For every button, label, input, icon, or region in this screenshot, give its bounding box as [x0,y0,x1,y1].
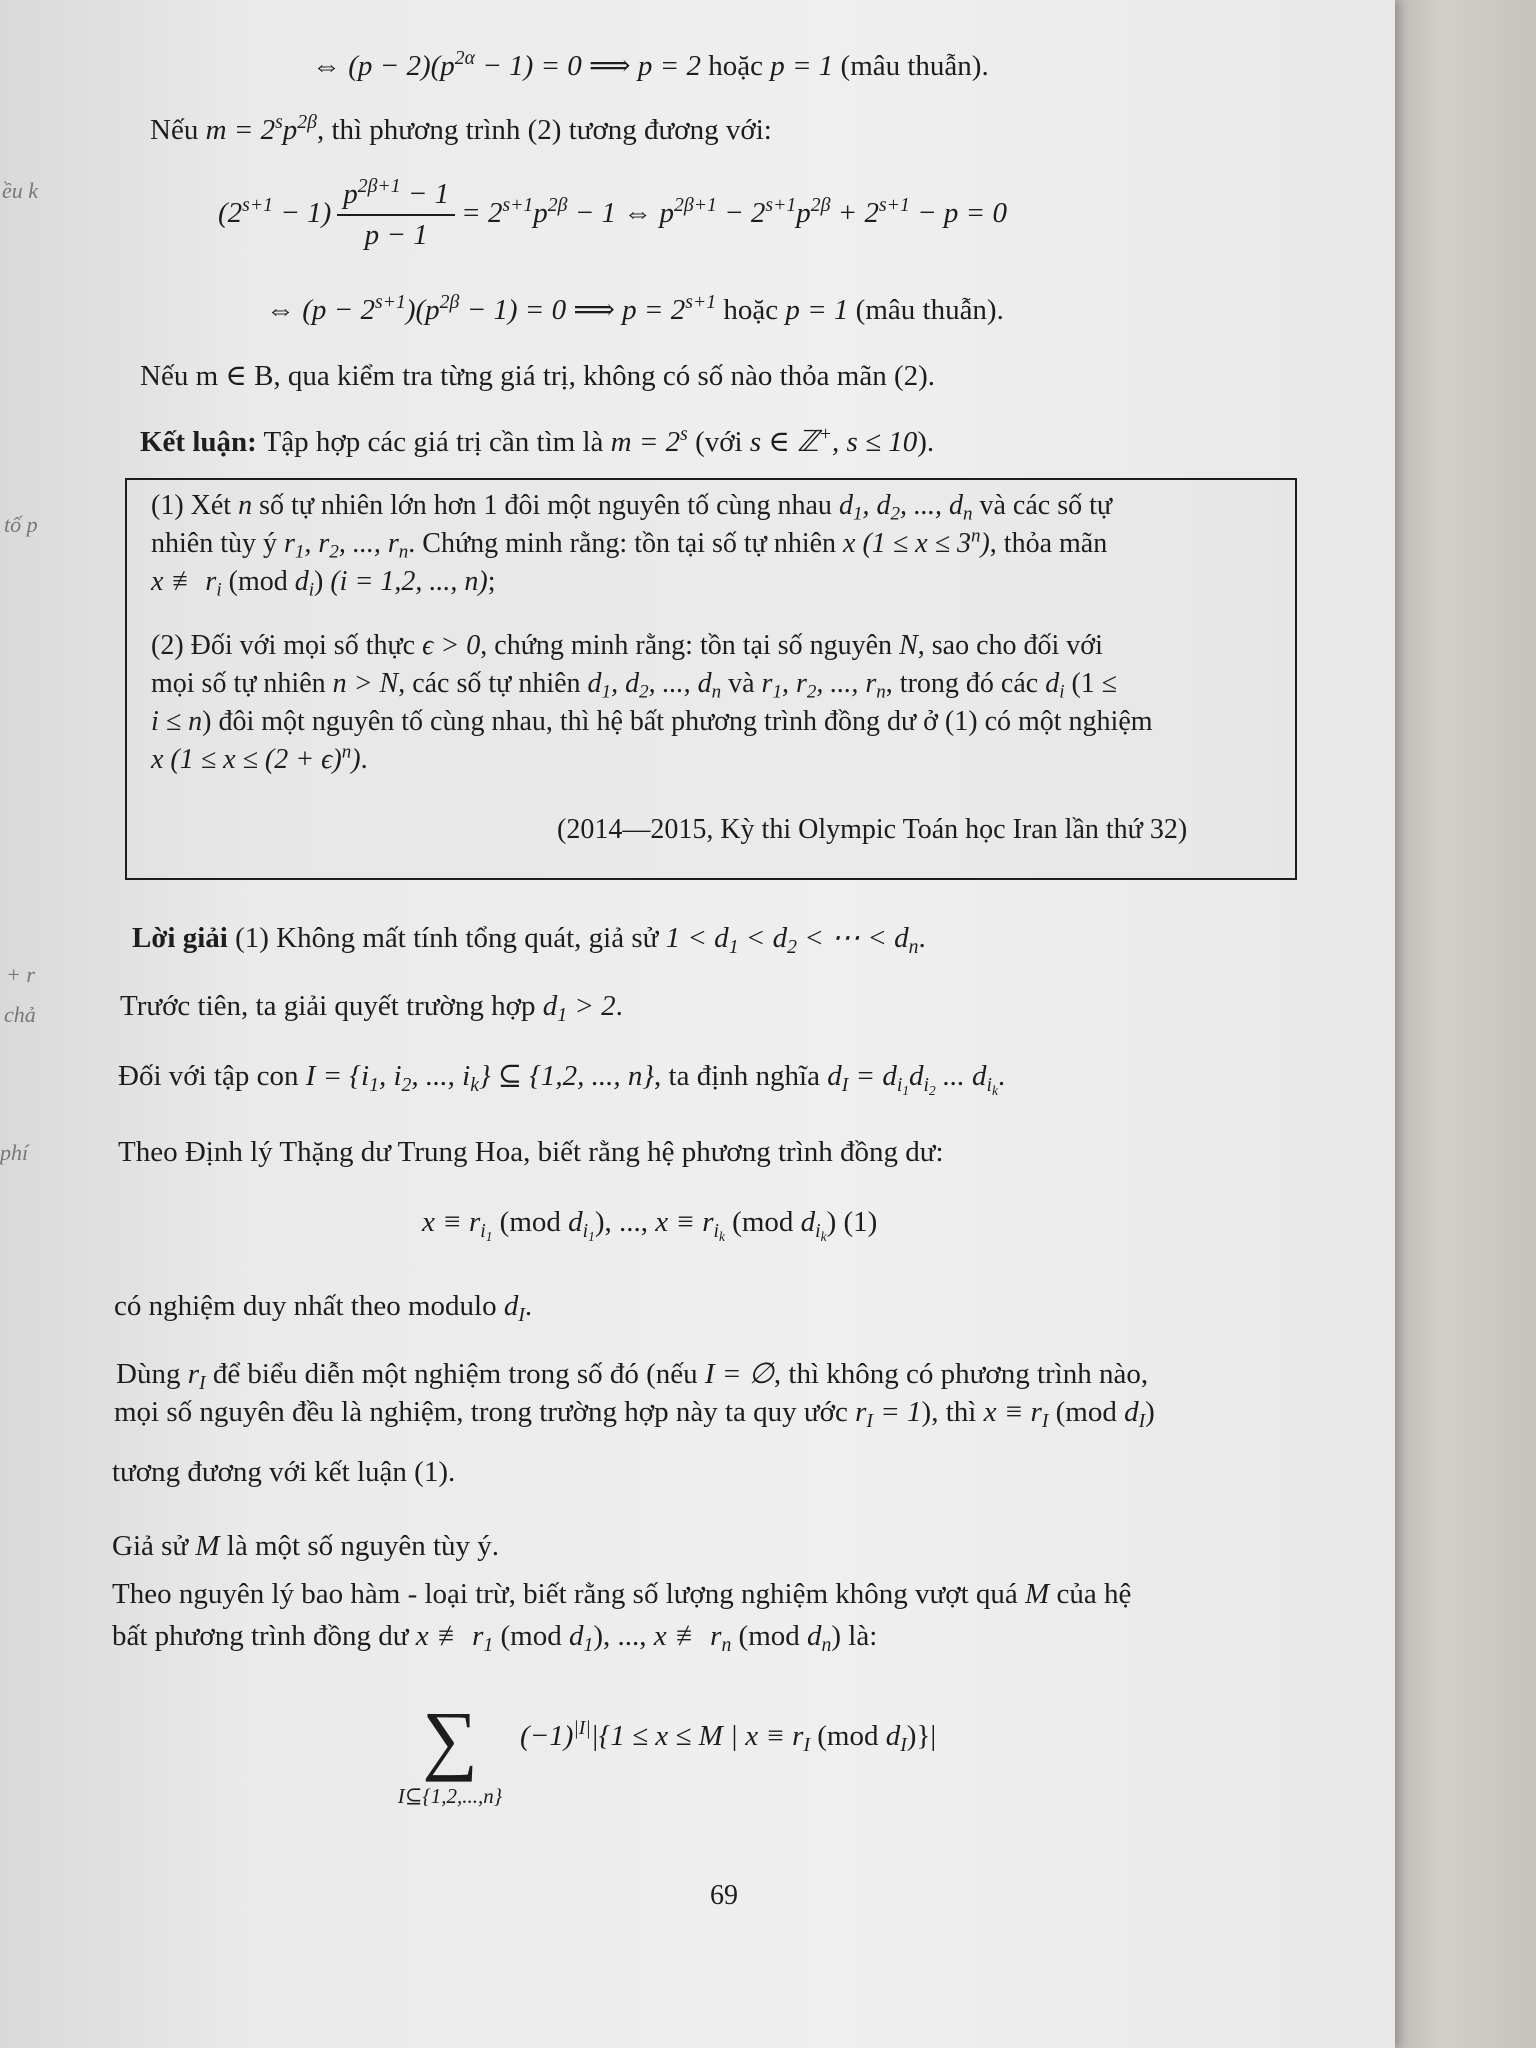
solution-label: Lời giải [132,922,228,954]
solution-p4: có nghiệm duy nhất theo modulo $d_I$. [114,1290,533,1326]
solution-p7-l1: Theo nguyên lý bao hàm - loại trừ, biết rằng số lượng nghiệm không vượt quá M của hệ [112,1578,1132,1610]
solution-p3: Theo Định lý Thặng dư Trung Hoa, biết rằng hệ phương trình đồng dư: [118,1136,944,1168]
background-surface [1380,0,1536,2048]
case-intro: Nếu $m = 2^sp^{2\beta}$, thì phương trình (2) tương đương với: [150,111,772,146]
solution-p6: Giả sử M là một số nguyên tùy ý. [112,1530,500,1562]
derivation-line-2: ⇔ $(p - 2^{s+1})(p^{2\beta} - 1) = 0$ ⟹ $p = 2^{s+1}$ hoặc p = 1 (mâu thuẫn). [266,291,1004,326]
book-page: ều k tố p + r chả phí ⇔ $(p - 2)(p^{2\alpha} - 1) = 0$ ⟹ p = 2 hoặc p = 1 (mâu thuẫn). Nếu $m = 2^sp^{2\beta}$, thì phương trình (2) tương đương với: $(2^{s+1} - 1)$ $\frac{p^{2\beta+1} - 1}{p - 1}$ = $2^{s+1}p^{2\beta} - 1$ ⇔ $p^{2\beta+1} - 2^{s+1}p^{2\beta} + 2^{s+1} - p = 0$ ⇔ $(p - 2^{s+1})(p^{2\beta} - 1) = 0$ ⟹ $p = 2^{s+1}$ hoặc p = 1 (mâu thuẫn). Nếu m ∈ B, qua kiểm tra từng giá trị, không có số nào thỏa mãn (2). Kết luận: Tập hợp các giá trị cần tìm là $m = 2^s$ (với s ∈ ℤ+, s ≤ 10). (1) Xét n số tự nhiên lớn hơn 1 đôi một nguyên tố cùng nhau $d_1$, $d_2$, ..., $d_n$ và các số tự nhiên tùy ý $r_1$, $r_2$, ..., $r_n$. Chứng minh rằng: tồn tại số tự nhiên x $(1 \le x \le 3^n)$, thỏa mãn x ≢ $r_i$ (mod $d_i$) (i = 1,2, ..., n); (2) Đối với mọi số thực ϵ > 0, chứng minh rằng: tồn tại số nguyên N, sao cho đối với mọi số tự nhiên n > N, các số tự nhiên $d_1$, $d_2$, ..., $d_n$ và $r_1$, $r_2$, ..., $r_n$, trong đó các $d_i$ (1 ≤ i ≤ n) đôi một nguyên tố cùng nhau, thì hệ bất phương trình đồng dư ở (1) có một nghiệm x $(1 \le x \le (2 + \epsilon)^n)$. (2014—2015, Kỳ thi Olympic Toán học Iran lần thứ 32) Lời giải (1) Không mất tính tổng quát, giả sử $1 < d_1 < d_2$ < ⋯ < $d_n$. Trước tiên, ta giải quyết trường hợp $d_1 > 2$. Đối với tập con $I = \{i_1$, $i_2$, ..., $i_k$} ⊆ {1,2, ..., n}, ta định nghĩa $d_I = d_{i_1}d_{i_2}$ ... $d_{i_k}$. Theo Định lý Thặng dư Trung Hoa, biết rằng hệ phương trình đồng dư: $x \equiv r_{i_1}$ (mod $d_{i_1}$), ..., $x \equiv r_{i_k}$ (mod $d_{i_k}$) (1) có nghiệm duy nhất theo modulo $d_I$. Dùng $r_I$ để biểu diễn một nghiệm trong số đó (nếu I = ∅, thì không có phương trình nào, mọi số nguyên đều là nghiệm, trong trường hợp này ta quy ước $r_I = 1$), thì $x \equiv r_I$ (mod $d_I$) tương đương với kết luận (1). Giả sử M là một số nguyên tùy ý. Theo nguyên lý bao hàm - loại trừ, biết rằng số lượng nghiệm không vượt quá M của hệ bất phương trình đồng dư x ≢ $r_1$ (mod $d_1$), ..., x ≢ $r_n$ (mod $d_n$) là: ∑ I⊆{1,2,...,n} $(-1)^{|I|}|\{1 \le x \le M$ | $x \equiv r_I$ (mod $d_I)\}|$ 69 [0,0,1395,2048]
problem-source: (2014—2015, Kỳ thi Olympic Toán học Iran lần thứ 32) [557,814,1188,845]
solution-p2: Đối với tập con $I = \{i_1$, $i_2$, ..., $i_k$} ⊆ {1,2, ..., n}, ta định nghĩa $d_I = d_{i_1}d_{i_2}$ ... $d_{i_k}$. [118,1060,1006,1098]
summation-sign: ∑ I⊆{1,2,...,n} [397,1695,503,1808]
conclusion-line: Kết luận: Tập hợp các giá trị cần tìm là $m = 2^s$ (với s ∈ ℤ+, s ≤ 10). [140,423,935,458]
solution-p5-l1: Dùng $r_I$ để biểu diễn một nghiệm trong số đó (nếu I = ∅, thì không có phương trình nào, [116,1358,1149,1394]
solution-p7-l2: bất phương trình đồng dư x ≢ $r_1$ (mod $d_1$), ..., x ≢ $r_n$ (mod $d_n$) là: [112,1620,878,1656]
congruence-system: $x \equiv r_{i_1}$ (mod $d_{i_1}$), ..., $x \equiv r_{i_k}$ (mod $d_{i_k}$) (1) [422,1206,878,1244]
page-number: 69 [710,1880,738,1911]
conclusion-label: Kết luận: [140,426,257,458]
summation-body: $(-1)^{|I|}|\{1 \le x \le M$ | $x \equiv r_I$ (mod $d_I)\}|$ [520,1717,937,1756]
derivation-line-1: ⇔ $(p - 2)(p^{2\alpha} - 1) = 0$ ⟹ p = 2 hoặc p = 1 (mâu thuẫn). [312,47,989,82]
solution-p5-l2: mọi số nguyên đều là nghiệm, trong trường hợp này ta quy ước $r_I = 1$), thì $x \equiv r_I$ (mod $d_I$) [114,1396,1155,1432]
problem-box: (1) Xét n số tự nhiên lớn hơn 1 đôi một nguyên tố cùng nhau $d_1$, $d_2$, ..., $d_n$ và các số tự nhiên tùy ý $r_1$, $r_2$, ..., $r_n$. Chứng minh rằng: tồn tại số tự nhiên x $(1 \le x \le 3^n)$, thỏa mãn x ≢ $r_i$ (mod $d_i$) (i = 1,2, ..., n); (2) Đối với mọi số thực ϵ > 0, chứng minh rằng: tồn tại số nguyên N, sao cho đối với mọi số tự nhiên n > N, các số tự nhiên $d_1$, $d_2$, ..., $d_n$ và $r_1$, $r_2$, ..., $r_n$, trong đó các $d_i$ (1 ≤ i ≤ n) đôi một nguyên tố cùng nhau, thì hệ bất phương trình đồng dư ở (1) có một nghiệm x $(1 \le x \le (2 + \epsilon)^n)$. (2014—2015, Kỳ thi Olympic Toán học Iran lần thứ 32) [125,478,1297,880]
solution-intro: Lời giải (1) Không mất tính tổng quát, giả sử $1 < d_1 < d_2$ < ⋯ < $d_n$. [132,922,926,958]
main-equation: $(2^{s+1} - 1)$ $\frac{p^{2\beta+1} - 1}{p - 1}$ = $2^{s+1}p^{2\beta} - 1$ ⇔ $p^{2\beta+1} - 2^{s+1}p^{2\beta} + 2^{s+1} - p = 0$ [218,175,1007,251]
solution-p1: Trước tiên, ta giải quyết trường hợp $d_1 > 2$. [120,990,623,1026]
case-B-line: Nếu m ∈ B, qua kiểm tra từng giá trị, không có số nào thỏa mãn (2). [140,360,936,392]
solution-p5-l3: tương đương với kết luận (1). [112,1456,456,1488]
